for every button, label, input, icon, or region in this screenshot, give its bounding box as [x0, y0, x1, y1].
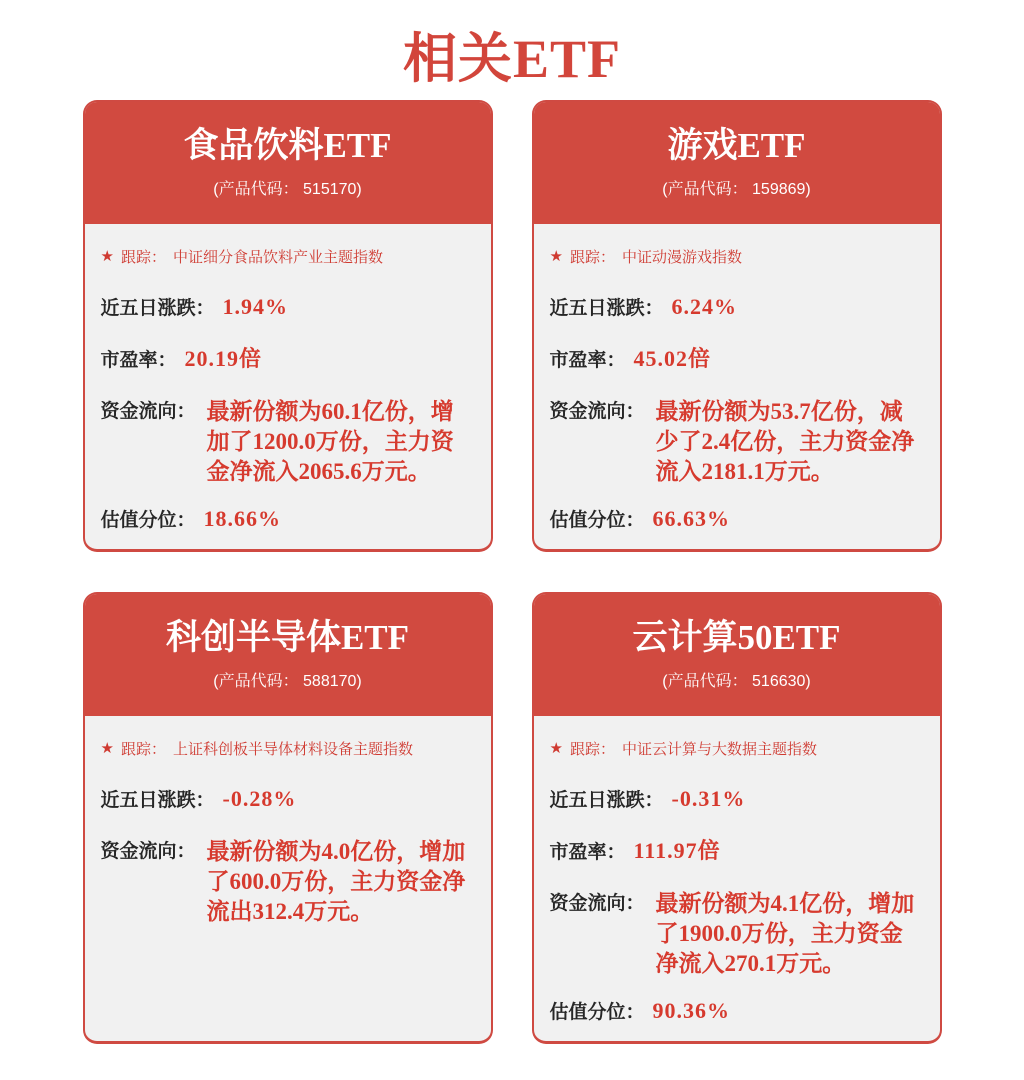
card-header — [85, 594, 491, 716]
five-day-change-value: 1.94% — [222, 294, 289, 319]
pe-ratio-label: 市盈率： — [100, 350, 177, 371]
fund-flow-row — [101, 397, 473, 487]
pe-ratio-value: 45.02倍 — [633, 346, 712, 371]
track-index-value: 中证细分食品饮料产业主题指数 — [172, 249, 383, 266]
five-day-change-label: 近五日涨跌： — [100, 790, 215, 811]
track-label: 跟踪： — [120, 741, 166, 758]
track-label: 跟踪： — [120, 249, 166, 266]
etf-card-game — [532, 100, 942, 552]
track-index-row — [550, 738, 922, 759]
track-index-value: 中证动漫游戏指数 — [621, 249, 742, 266]
track-index-value: 上证科创板半导体材料设备主题指数 — [172, 741, 413, 758]
valuation-percentile-row — [550, 997, 922, 1027]
card-header — [534, 102, 940, 224]
pe-ratio-row — [550, 345, 922, 375]
five-day-change-value: 6.24% — [671, 294, 738, 319]
etf-name: 食品饮料ETF — [183, 126, 392, 166]
etf-card-grid — [0, 100, 1024, 1044]
fund-flow-label: 资金流向： — [549, 401, 645, 422]
etf-product-code: (产品代码： 588170) — [213, 672, 362, 690]
pe-ratio-row — [101, 345, 473, 375]
pe-ratio-label: 市盈率： — [549, 842, 626, 863]
valuation-percentile-row — [550, 505, 922, 535]
card-body — [85, 716, 491, 1041]
valuation-percentile-value: 90.36% — [652, 998, 731, 1023]
pe-ratio-row — [550, 837, 922, 867]
etf-product-code: (产品代码： 159869) — [662, 180, 811, 198]
etf-card-cloud-computing — [532, 592, 942, 1044]
fund-flow-label: 资金流向： — [549, 893, 645, 914]
fund-flow-value: 最新份额为53.7亿份，减少了2.4亿份，主力资金净流入2181.1万元。 — [655, 399, 915, 484]
fund-flow-row — [101, 837, 473, 927]
etf-card-semiconductor — [83, 592, 493, 1044]
card-header — [534, 594, 940, 716]
pe-ratio-value: 111.97倍 — [633, 838, 721, 863]
card-header — [85, 102, 491, 224]
track-label: 跟踪： — [569, 741, 615, 758]
star-icon: ★ — [100, 740, 114, 757]
pe-ratio-value: 20.19倍 — [184, 346, 263, 371]
etf-card-food-beverage — [83, 100, 493, 552]
fund-flow-value: 最新份额为4.1亿份，增加了1900.0万份，主力资金净流入270.1万元。 — [655, 891, 915, 976]
etf-name: 科创半导体ETF — [165, 618, 410, 658]
five-day-change-row — [101, 293, 473, 323]
etf-name: 游戏ETF — [667, 126, 806, 166]
fund-flow-value: 最新份额为4.0亿份，增加了600.0万份，主力资金净流出312.4万元。 — [206, 839, 466, 924]
track-index-row — [550, 246, 922, 267]
five-day-change-value: -0.28% — [222, 786, 297, 811]
star-icon: ★ — [100, 248, 114, 265]
fund-flow-row — [550, 889, 922, 979]
valuation-percentile-label: 估值分位： — [549, 510, 645, 531]
five-day-change-value: -0.31% — [671, 786, 746, 811]
five-day-change-row — [550, 293, 922, 323]
five-day-change-label: 近五日涨跌： — [549, 790, 664, 811]
five-day-change-row — [101, 785, 473, 815]
fund-flow-row — [550, 397, 922, 487]
track-index-row — [101, 738, 473, 759]
five-day-change-label: 近五日涨跌： — [100, 298, 215, 319]
etf-name: 云计算50ETF — [632, 618, 841, 658]
etf-product-code: (产品代码： 516630) — [662, 672, 811, 690]
valuation-percentile-value: 18.66% — [203, 506, 282, 531]
etf-product-code: (产品代码： 515170) — [213, 180, 362, 198]
valuation-percentile-value: 66.63% — [652, 506, 731, 531]
star-icon: ★ — [549, 740, 563, 757]
track-label: 跟踪： — [569, 249, 615, 266]
five-day-change-label: 近五日涨跌： — [549, 298, 664, 319]
valuation-percentile-row — [101, 505, 473, 535]
fund-flow-label: 资金流向： — [100, 401, 196, 422]
valuation-percentile-label: 估值分位： — [549, 1002, 645, 1023]
fund-flow-label: 资金流向： — [100, 841, 196, 862]
card-body — [534, 224, 940, 552]
star-icon: ★ — [549, 248, 563, 265]
card-body — [85, 224, 491, 552]
fund-flow-value: 最新份额为60.1亿份，增加了1200.0万份，主力资金净流入2065.6万元。 — [206, 399, 454, 484]
card-body — [534, 716, 940, 1044]
track-index-value: 中证云计算与大数据主题指数 — [621, 741, 817, 758]
page-title: 相关ETF — [402, 29, 622, 89]
track-index-row — [101, 246, 473, 267]
pe-ratio-label: 市盈率： — [549, 350, 626, 371]
five-day-change-row — [550, 785, 922, 815]
valuation-percentile-label: 估值分位： — [100, 510, 196, 531]
